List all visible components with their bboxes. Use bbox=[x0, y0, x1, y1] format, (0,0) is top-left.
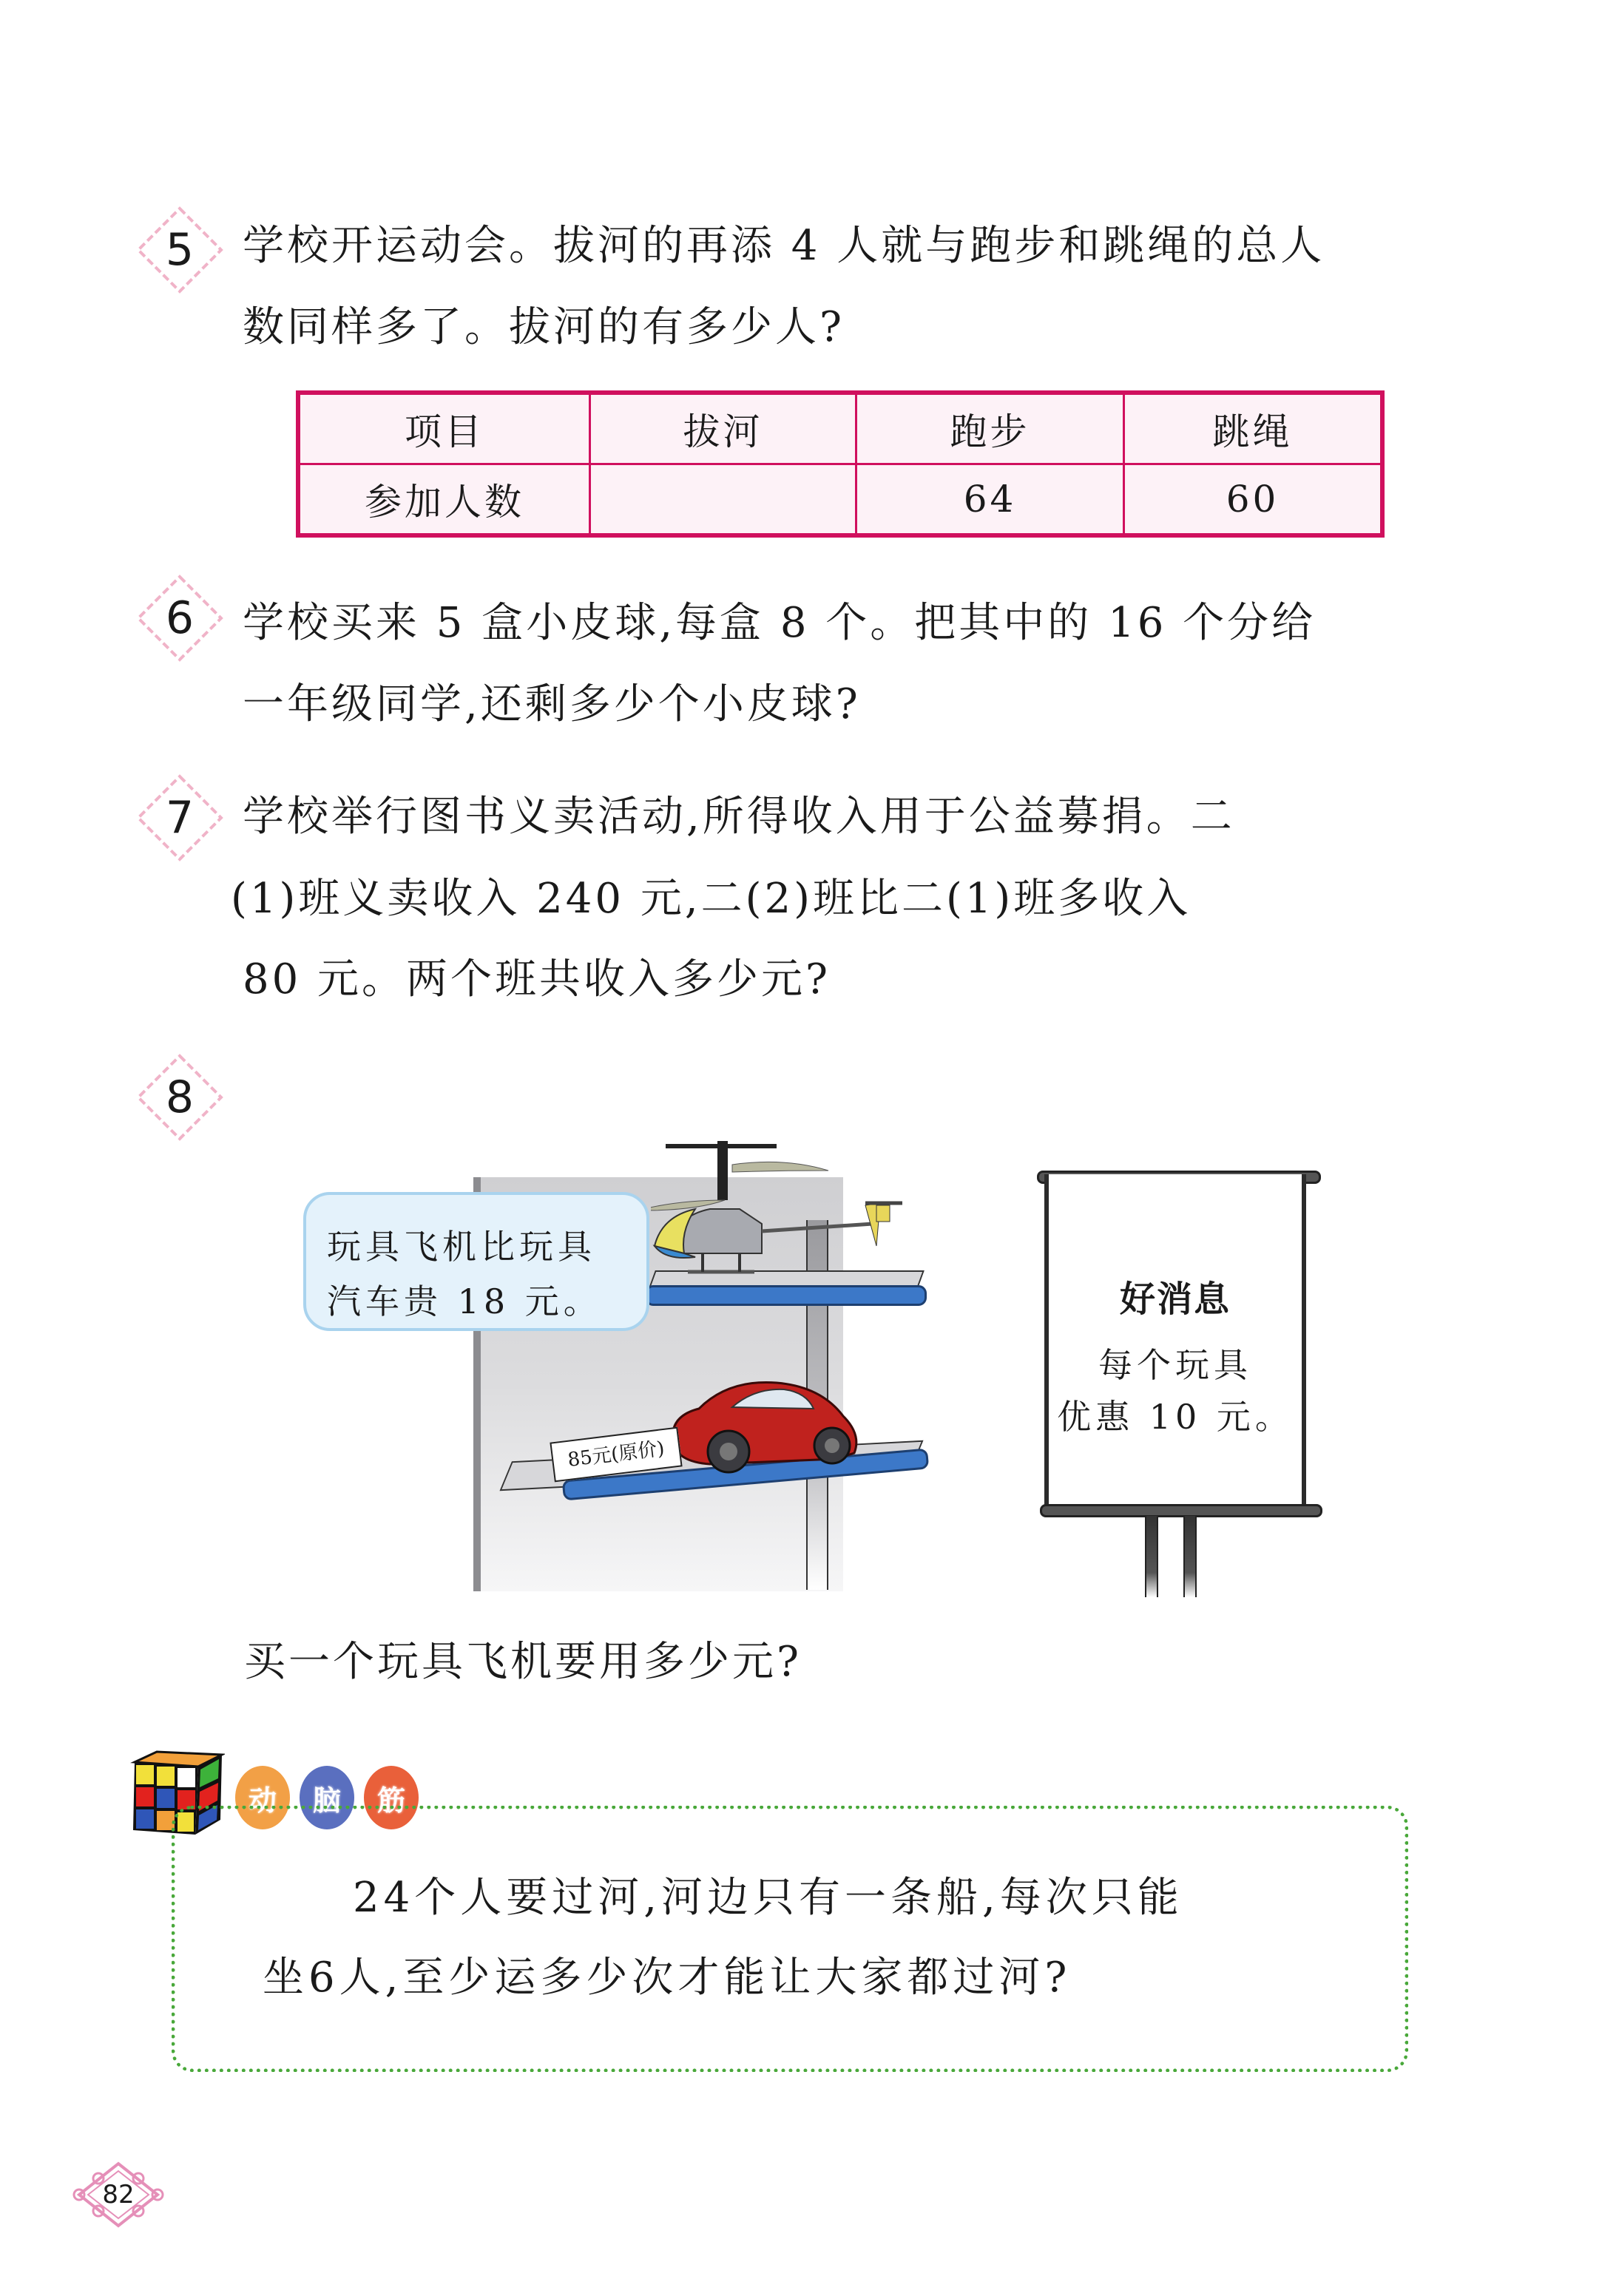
bubble-text-line: 玩具飞机比玩具 bbox=[327, 1227, 596, 1267]
sign-leg bbox=[1183, 1516, 1197, 1597]
good-news-sign bbox=[1044, 1174, 1306, 1511]
page-number: 82 bbox=[102, 2180, 135, 2209]
sign-leg bbox=[1145, 1516, 1158, 1597]
table-cell: 60 bbox=[1124, 464, 1383, 536]
problem-number: 5 bbox=[165, 224, 195, 276]
brain-teaser-box bbox=[172, 1806, 1408, 2072]
participants-table bbox=[296, 390, 1385, 538]
table-cell-blank bbox=[590, 464, 856, 536]
teaser-text-line: 24个人要过河,河边只有一条船,每次只能 bbox=[353, 1874, 1183, 1922]
table-cell: 跑步 bbox=[856, 393, 1124, 464]
badge-jin: 筋 bbox=[364, 1766, 419, 1829]
problem-number-badge bbox=[136, 1054, 223, 1141]
problem-text-line: (1)班义卖收入 240 元,二(2)班比二(1)班多收入 bbox=[231, 875, 1192, 923]
badge-dong: 动 bbox=[235, 1766, 290, 1829]
problem-number: 7 bbox=[165, 792, 195, 844]
problem-number: 8 bbox=[165, 1071, 195, 1123]
price-tag: 85元(原价) bbox=[550, 1427, 682, 1483]
problem-text-line: 一年级同学,还剩多少个小皮球? bbox=[243, 680, 861, 728]
toy-car-icon bbox=[666, 1372, 865, 1475]
problem-number-badge bbox=[136, 774, 223, 861]
table-cell: 参加人数 bbox=[298, 464, 590, 536]
problem-text-line: 数同样多了。拔河的有多少人? bbox=[243, 303, 845, 351]
toy-helicopter-icon bbox=[651, 1135, 932, 1290]
speech-bubble bbox=[303, 1192, 649, 1331]
sign-text-line: 每个玩具 bbox=[1098, 1345, 1252, 1385]
table-cell: 项目 bbox=[298, 393, 590, 464]
problem-text-line: 80 元。两个班共收入多少元? bbox=[243, 955, 831, 1003]
page-number-badge bbox=[70, 2158, 166, 2232]
sign-bottom-bar bbox=[1040, 1504, 1322, 1517]
table-cell: 拔河 bbox=[590, 393, 856, 464]
sign-text-line: 优惠 10 元。 bbox=[1057, 1397, 1294, 1437]
table-row bbox=[298, 464, 1382, 536]
problem-text-line: 学校买来 5 盒小皮球,每盒 8 个。把其中的 16 个分给 bbox=[243, 599, 1317, 647]
bubble-text-line: 汽车贵 18 元。 bbox=[327, 1281, 602, 1321]
problem-text-line: 学校开运动会。拔河的再添 4 人就与跑步和跳绳的总人 bbox=[243, 222, 1325, 270]
problem-number-badge bbox=[136, 206, 223, 294]
sign-title: 好消息 bbox=[1119, 1279, 1231, 1320]
teaser-text-line: 坐6人,至少运多少次才能让大家都过河? bbox=[263, 1954, 1072, 2002]
problem-text-line: 学校举行图书义卖活动,所得收入用于公益募捐。二 bbox=[243, 793, 1235, 841]
problem-number-badge bbox=[136, 575, 223, 662]
table-cell: 跳绳 bbox=[1124, 393, 1383, 464]
table-header-row bbox=[298, 393, 1382, 464]
badge-nao: 脑 bbox=[300, 1766, 354, 1829]
problem-number: 6 bbox=[165, 592, 195, 644]
problem-question: 买一个玩具飞机要用多少元? bbox=[244, 1638, 802, 1686]
table-cell: 64 bbox=[856, 464, 1124, 536]
